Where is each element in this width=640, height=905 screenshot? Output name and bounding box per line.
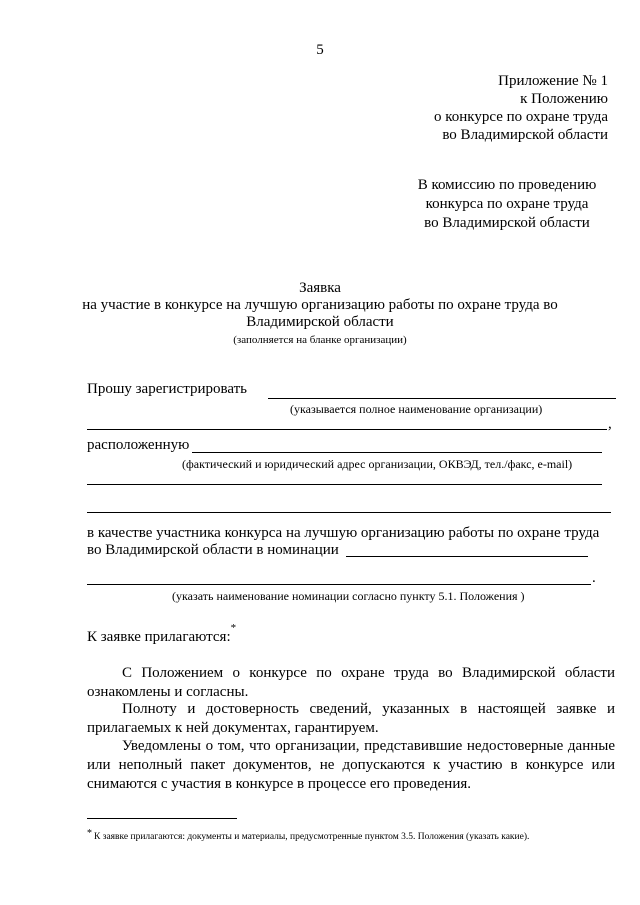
page-number: 5 — [316, 42, 324, 58]
addressee-line-1: В комиссию по проведению — [417, 177, 597, 193]
attachments-footnote-mark: * — [230, 622, 237, 634]
address-field[interactable] — [192, 452, 602, 453]
footnote — [87, 828, 617, 843]
located-hint: (фактический и юридический адрес организации, ОКВЭД, тел./факс, e-mail) — [182, 457, 573, 471]
comma: , — [608, 416, 612, 432]
located-label: расположенную — [87, 437, 190, 453]
period: . — [592, 570, 596, 586]
title-heading: Заявка — [299, 280, 341, 296]
organization-name-field[interactable] — [268, 398, 616, 399]
address-field-2[interactable] — [87, 484, 602, 485]
attachments-text: К заявке прилагаются: — [87, 629, 231, 645]
address-field-3[interactable] — [87, 512, 611, 513]
addressee-block — [416, 176, 598, 233]
participant-text-2: во Владимирской области в номинации — [87, 542, 339, 558]
paragraph-notified: Уведомлены о том, что организации, представившие недостоверные данные или неполный пакет документов, не допускаются к участию в конкурсе или снимаются с участия в конкурсе в процессе его проведения. — [87, 738, 615, 792]
organization-name-field-2[interactable] — [87, 429, 607, 430]
addressee-line-2: конкурса по охране труда — [425, 196, 589, 212]
annex-line-2: к Положению — [520, 91, 608, 107]
addressee-line-3: во Владимирской области — [424, 215, 590, 231]
annex-header — [434, 72, 608, 144]
participant-text-1: в качестве участника конкурса на лучшую организацию работы по охране труда — [87, 525, 600, 541]
title-line-3: Владимирской области — [246, 314, 394, 330]
document-title — [0, 280, 640, 349]
nomination-hint: (указать наименование номинации согласно пункту 5.1. Положения ) — [172, 589, 525, 603]
footnote-text: К заявке прилагаются: документы и материалы, предусмотренные пунктом 3.5. Положения (указать какие). — [94, 832, 530, 842]
annex-line-3: о конкурсе по охране труда — [433, 109, 608, 125]
nomination-field[interactable] — [346, 556, 588, 557]
footnote-separator — [87, 818, 237, 819]
nomination-field-2[interactable] — [87, 584, 591, 585]
register-hint: (указывается полное наименование организации) — [290, 402, 543, 416]
annex-line-1: Приложение № 1 — [498, 73, 608, 89]
footnote-star: * — [87, 828, 92, 839]
title-note: (заполняется на бланке организации) — [233, 334, 407, 346]
title-line-2: на участие в конкурсе на лучшую организацию работы по охране труда во — [82, 297, 558, 313]
paragraph-acknowledged: С Положением о конкурсе по охране труда во Владимирской области ознакомлены и согласны. — [87, 665, 615, 700]
register-label: Прошу зарегистрировать — [87, 381, 248, 397]
attachments-label — [87, 622, 237, 646]
annex-line-4: во Владимирской области — [442, 127, 608, 143]
paragraph-guarantee: Полноту и достоверность сведений, указанных в настоящей заявке и прилагаемых к ней документах, гарантируем. — [87, 701, 615, 736]
